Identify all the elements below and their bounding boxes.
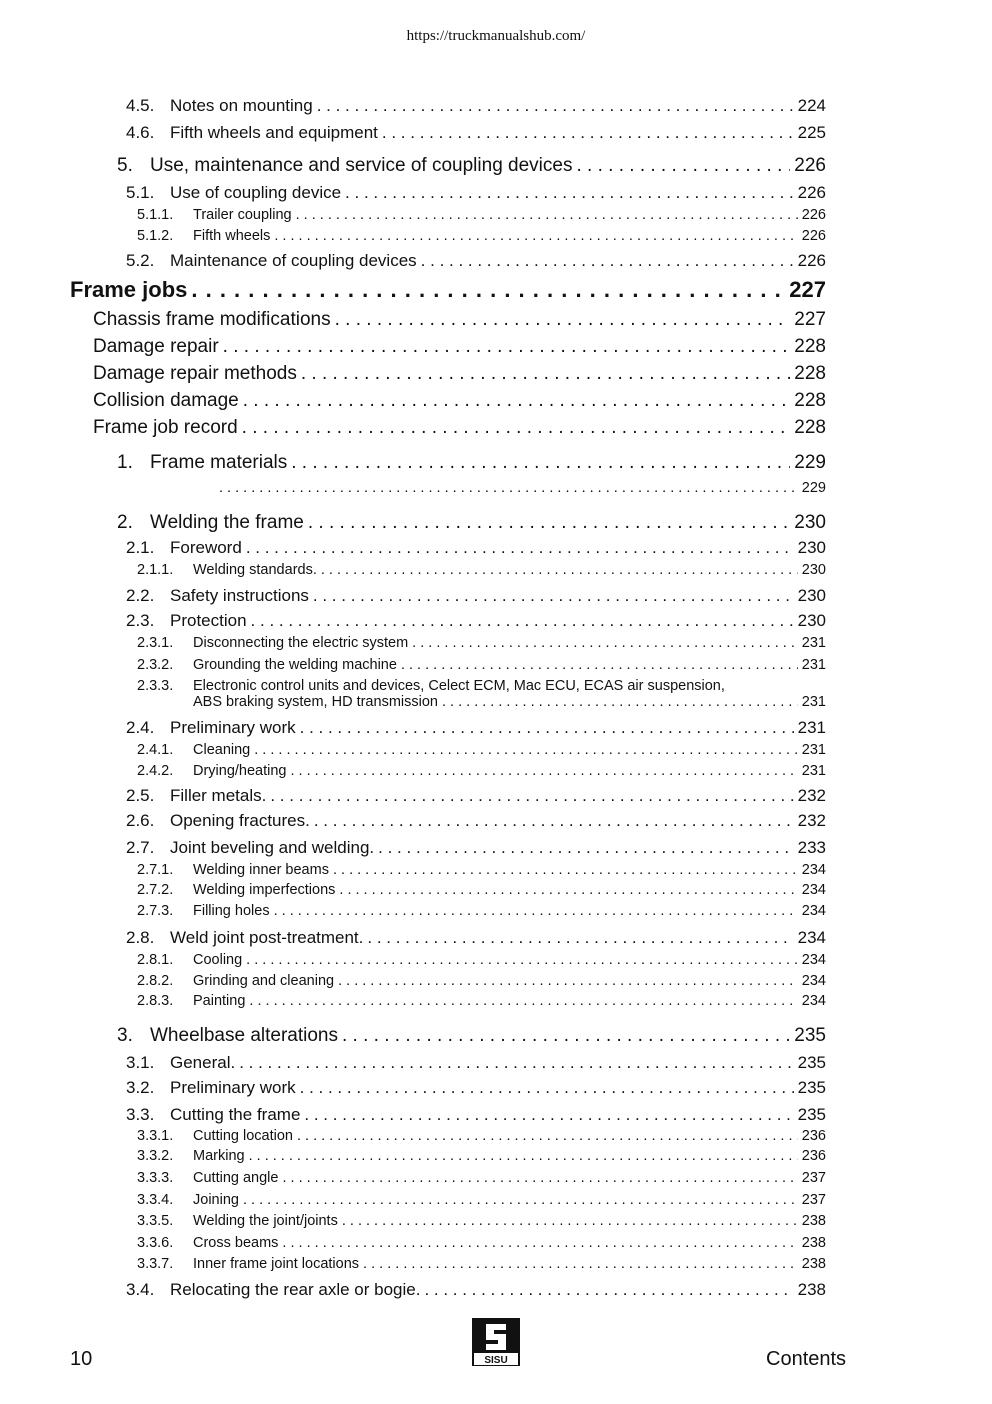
toc-entry-title: Cleaning	[193, 742, 251, 758]
toc-leader-dots	[291, 763, 798, 779]
toc-entry-page: 227	[789, 277, 826, 302]
toc-entry-page: 224	[797, 96, 826, 115]
toc-entry-number: 2.3.1.	[137, 635, 174, 651]
toc-entry-page: 232	[797, 811, 826, 830]
toc-entry-number: 2.7.1.	[137, 862, 174, 878]
toc-entry-title: Foreword	[170, 538, 242, 557]
toc-entry-title: Frame jobs	[70, 277, 188, 302]
toc-entry-number: 3.1.	[126, 1053, 155, 1072]
toc-entry[interactable]	[137, 862, 826, 878]
toc-entry-page: 230	[801, 562, 826, 578]
toc-entry[interactable]	[126, 718, 826, 738]
toc-leader-dots	[363, 1256, 798, 1272]
toc-leader-dots	[313, 586, 794, 606]
toc-entry-number: 5.2.	[126, 251, 155, 270]
page-number: 10	[70, 1348, 93, 1370]
toc-entry-title: Opening fractures.	[170, 811, 310, 830]
toc-entry[interactable]	[93, 417, 826, 439]
toc-entry-title: Weld joint post-treatment.	[170, 928, 364, 947]
toc-entry[interactable]	[137, 207, 826, 223]
toc-entry[interactable]	[117, 1025, 826, 1047]
toc-leader-dots	[251, 611, 794, 631]
toc-entry-number: 2.2.	[126, 586, 155, 605]
toc-leader-dots	[239, 1053, 793, 1073]
toc-leader-dots	[291, 452, 790, 474]
toc-entry-number: 3.3.5.	[137, 1213, 174, 1229]
toc-entry-title: Drying/heating	[193, 763, 287, 779]
toc-entry[interactable]	[93, 309, 826, 331]
toc-entry-number: 1.	[117, 452, 133, 473]
toc-entry-number: 3.2.	[126, 1078, 155, 1097]
toc-entry-title: Trailer coupling	[193, 207, 292, 223]
toc-leader-dots	[308, 512, 790, 534]
toc-entry-page: 228	[794, 336, 826, 357]
toc-entry[interactable]	[117, 155, 826, 177]
toc-entry-title: Use of coupling device	[170, 183, 342, 202]
toc-entry-page: 235	[797, 1078, 826, 1097]
toc-leader-dots	[367, 928, 793, 948]
toc-leader-dots	[339, 882, 797, 898]
toc-entry-page: 234	[801, 903, 826, 919]
toc-entry[interactable]	[126, 1105, 826, 1125]
toc-entry[interactable]	[117, 512, 826, 534]
toc-entry-number: 3.3.6.	[137, 1235, 174, 1251]
toc-leader-dots	[421, 251, 794, 271]
toc-entry-number: 2.4.	[126, 718, 155, 737]
toc-entry[interactable]	[93, 363, 826, 385]
toc-entry-number: 5.1.1.	[137, 207, 174, 223]
toc-entry-number: 2.4.1.	[137, 742, 174, 758]
toc-entry-number: 3.3.	[126, 1105, 155, 1124]
toc-entry-title: Welding imperfections	[193, 882, 336, 898]
toc-entry[interactable]	[137, 228, 826, 244]
toc-leader-dots	[301, 363, 790, 385]
toc-leader-dots	[424, 1280, 793, 1300]
toc-entry-number: 2.	[117, 512, 133, 533]
toc-entry-title: Electronic control units and devices, Celect ECM, Mac ECU, ECAS air suspension,	[193, 678, 725, 694]
toc-entry[interactable]	[137, 1128, 826, 1144]
toc-entry-title: Grinding and cleaning	[193, 973, 335, 989]
toc-entry-title: Cooling	[193, 952, 243, 968]
toc-entry-page: 238	[801, 1213, 826, 1229]
toc-entry-title: Filling holes	[193, 903, 270, 919]
toc-entry-number: 4.5.	[126, 96, 155, 115]
toc-entry[interactable]	[126, 251, 826, 271]
toc-entry-title: Safety instructions	[170, 586, 309, 605]
toc-leader-dots	[282, 1170, 797, 1186]
toc-entry-title: Cutting the frame	[170, 1105, 301, 1124]
toc-leader-dots	[274, 228, 797, 244]
toc-entry[interactable]	[137, 993, 826, 1009]
toc-leader-dots	[246, 538, 794, 558]
toc-leader-dots	[300, 718, 794, 738]
toc-entry-number: 5.1.2.	[137, 228, 174, 244]
toc-entry[interactable]	[137, 1148, 826, 1164]
toc-entry[interactable]	[126, 183, 826, 203]
toc-entry[interactable]	[137, 1192, 826, 1208]
toc-entry-number: 2.5.	[126, 786, 155, 805]
toc-leader-dots	[243, 390, 791, 412]
toc-entry-page: 231	[797, 718, 826, 737]
toc-entry-number: 3.3.4.	[137, 1192, 174, 1208]
toc-entry-title: Joining	[193, 1192, 239, 1208]
toc-entry-number: 2.7.	[126, 838, 155, 857]
toc-entry[interactable]	[126, 838, 826, 858]
toc-leader-dots	[300, 1078, 794, 1098]
toc-entry[interactable]	[126, 611, 826, 631]
toc-leader-dots	[254, 742, 798, 758]
toc-entry-page: 229	[794, 452, 826, 473]
toc-entry[interactable]	[137, 1235, 826, 1251]
toc-entry-page: 230	[794, 512, 826, 533]
toc-leader-dots	[223, 336, 791, 358]
toc-leader-dots	[338, 973, 798, 989]
toc-entry-page: 231	[801, 694, 826, 710]
toc-leader-dots	[342, 1025, 790, 1047]
toc-entry-number: 2.8.1.	[137, 952, 174, 968]
toc-entry-title: Protection	[170, 611, 247, 630]
toc-entry-page: 231	[801, 763, 826, 779]
toc-entry-number: 2.3.2.	[137, 657, 174, 673]
toc-entry[interactable]	[126, 123, 826, 143]
sisu-logo-icon	[472, 1318, 520, 1366]
toc-entry-number: 2.7.2.	[137, 882, 174, 898]
toc-entry-title-continued: ABS braking system, HD transmission	[193, 694, 438, 710]
toc-entry[interactable]	[137, 1170, 826, 1186]
toc-entry-page: 228	[794, 363, 826, 384]
toc-entry-title: Inner frame joint locations	[193, 1256, 360, 1272]
toc-entry-title: Welding the frame	[150, 512, 304, 533]
toc-entry[interactable]	[137, 657, 826, 673]
toc-entry-page: 226	[794, 155, 826, 176]
toc-entry[interactable]	[137, 882, 826, 898]
toc-entry-title: Relocating the rear axle or bogie.	[170, 1280, 421, 1299]
toc-entry-number: 2.8.2.	[137, 973, 174, 989]
toc-entry-title: Cross beams	[193, 1235, 279, 1251]
toc-entry[interactable]	[126, 1280, 826, 1300]
toc-entry-page: 231	[801, 742, 826, 758]
toc-entry-number: 4.6.	[126, 123, 155, 142]
toc-entry-title: Collision damage	[93, 390, 239, 411]
toc-entry[interactable]	[117, 452, 826, 474]
toc-entry-page: 230	[797, 611, 826, 630]
toc-entry[interactable]	[126, 1078, 826, 1098]
toc-entry-title: Painting	[193, 993, 246, 1009]
toc-leader-dots	[576, 155, 790, 177]
toc-entry-page: 234	[801, 862, 826, 878]
toc-entry[interactable]	[137, 635, 826, 651]
toc-entry-page: 232	[797, 786, 826, 805]
logo-text: SISU	[484, 1355, 508, 1366]
toc-entry-number: 2.6.	[126, 811, 155, 830]
toc-entry-number: 3.	[117, 1025, 133, 1046]
toc-entry-page: 234	[797, 928, 826, 947]
toc-entry[interactable]	[93, 336, 826, 358]
toc-entry-page: 235	[797, 1105, 826, 1124]
toc-entry-page: 234	[801, 973, 826, 989]
toc-entry[interactable]	[137, 952, 826, 968]
toc-entry[interactable]	[126, 786, 826, 806]
toc-entry-title: Frame materials	[150, 452, 288, 473]
toc-entry-page: 236	[801, 1148, 826, 1164]
toc-entry-title: Maintenance of coupling devices	[170, 251, 417, 270]
toc-entry-page: 234	[801, 952, 826, 968]
toc-entry-page: 235	[794, 1025, 826, 1046]
toc-entry[interactable]	[93, 390, 826, 412]
toc-entry-title: Grounding the welding machine	[193, 657, 397, 673]
toc-entry-title: Damage repair	[93, 336, 219, 357]
toc-entry[interactable]	[126, 811, 826, 831]
toc-entry-number: 2.7.3.	[137, 903, 174, 919]
toc-entry[interactable]	[215, 480, 826, 496]
toc-entry-page: 237	[801, 1192, 826, 1208]
toc-entry-page: 231	[801, 657, 826, 673]
toc-entry-title: Wheelbase alterations	[150, 1025, 338, 1046]
toc-leader-dots	[304, 1105, 793, 1125]
toc-entry-title: Cutting location	[193, 1128, 293, 1144]
toc-entry-title: General.	[170, 1053, 236, 1072]
toc-entry-title: Notes on mounting	[170, 96, 313, 115]
toc-entry-page: 230	[797, 586, 826, 605]
toc-entry[interactable]	[137, 1213, 826, 1229]
toc-entry[interactable]	[126, 586, 826, 606]
toc-entry[interactable]	[126, 96, 826, 116]
toc-entry[interactable]	[137, 742, 826, 758]
toc-entry[interactable]	[137, 1256, 826, 1272]
toc-entry-number: 3.3.3.	[137, 1170, 174, 1186]
toc-entry[interactable]	[137, 903, 826, 919]
toc-leader-dots	[412, 635, 798, 651]
toc-entry-number: 2.8.	[126, 928, 155, 947]
toc-leader-dots	[321, 562, 798, 578]
toc-entry[interactable]	[137, 763, 826, 779]
toc-entry-page: 234	[801, 993, 826, 1009]
toc-entry-page: 231	[801, 635, 826, 651]
toc-entry[interactable]	[137, 562, 826, 578]
toc-leader-dots	[274, 903, 798, 919]
toc-entry-page: 235	[797, 1053, 826, 1072]
toc-entry-title: Use, maintenance and service of coupling devices	[150, 155, 573, 176]
toc-entry-number: 3.4.	[126, 1280, 155, 1299]
toc-entry-title: Filler metals.	[170, 786, 267, 805]
toc-leader-dots	[442, 694, 798, 710]
toc-leader-dots	[249, 1148, 798, 1164]
footer-section-label: Contents	[766, 1348, 847, 1370]
toc-entry-page: 226	[801, 207, 826, 223]
toc-entry-page: 227	[794, 309, 826, 330]
toc-entry-title: Joint beveling and welding.	[170, 838, 375, 857]
toc-leader-dots	[242, 417, 791, 439]
toc-section-heading[interactable]	[70, 277, 826, 303]
toc-entry-number: 2.1.	[126, 538, 155, 557]
toc-entry-page: 225	[797, 123, 826, 142]
toc-entry-number: 2.1.1.	[137, 562, 174, 578]
toc-entry[interactable]	[137, 973, 826, 989]
toc-entry[interactable]	[137, 678, 826, 714]
toc-entry-number: 2.4.2.	[137, 763, 174, 779]
toc-leader-dots	[314, 811, 794, 831]
toc-entry-title: Welding standards.	[193, 562, 317, 578]
toc-entry-page: 228	[794, 390, 826, 411]
toc-entry-page: 226	[797, 251, 826, 270]
toc-entry-title: Disconnecting the electric system	[193, 635, 409, 651]
toc-entry-title: Frame job record	[93, 417, 238, 438]
toc-leader-dots	[335, 309, 791, 331]
toc-entry[interactable]	[126, 1053, 826, 1073]
toc-leader-dots	[296, 207, 798, 223]
toc-entry-page: 236	[801, 1128, 826, 1144]
toc-entry-title: Preliminary work	[170, 718, 296, 737]
toc-entry-title: Welding the joint/joints	[193, 1213, 338, 1229]
toc-entry-number: 3.3.1.	[137, 1128, 174, 1144]
toc-leader-dots	[297, 1128, 798, 1144]
toc-entry-number: 5.	[117, 155, 133, 176]
toc-entry-title: Marking	[193, 1148, 245, 1164]
toc-entry-page: 226	[801, 228, 826, 244]
toc-entry-page: 238	[797, 1280, 826, 1299]
toc-entry-title: Preliminary work	[170, 1078, 296, 1097]
toc-leader-dots	[219, 480, 798, 496]
toc-entry-page: 234	[801, 882, 826, 898]
toc-leader-dots	[333, 862, 798, 878]
toc-entry-page: 230	[797, 538, 826, 557]
toc-leader-dots	[401, 657, 798, 673]
toc-entry-number: 2.3.	[126, 611, 155, 630]
toc-entry-page: 228	[794, 417, 826, 438]
toc-entry-title: Damage repair methods	[93, 363, 297, 384]
toc-entry-title: Welding inner beams	[193, 862, 329, 878]
page-header-url: https://truckmanualshub.com/	[406, 28, 586, 44]
toc-entry[interactable]	[126, 928, 826, 948]
toc-entry-title: Fifth wheels and equipment	[170, 123, 378, 142]
toc-leader-dots	[382, 123, 794, 143]
toc-entry-title: Chassis frame modifications	[93, 309, 331, 330]
toc-entry[interactable]	[126, 538, 826, 558]
toc-entry-page: 237	[801, 1170, 826, 1186]
toc-leader-dots	[317, 96, 794, 116]
toc-leader-dots	[345, 183, 794, 203]
toc-entry-title: Fifth wheels	[193, 228, 271, 244]
toc-entry-page: 238	[801, 1256, 826, 1272]
toc-leader-dots	[243, 1192, 798, 1208]
toc-entry-number: 5.1.	[126, 183, 155, 202]
toc-leader-dots	[270, 786, 793, 806]
toc-entry-page: 229	[801, 480, 826, 496]
toc-entry-number: 3.3.2.	[137, 1148, 174, 1164]
toc-entry-page: 226	[797, 183, 826, 202]
toc-entry-number: 3.3.7.	[137, 1256, 174, 1272]
toc-entry-number: 2.8.3.	[137, 993, 174, 1009]
toc-leader-dots	[246, 952, 798, 968]
toc-leader-dots	[191, 277, 785, 303]
toc-leader-dots	[282, 1235, 797, 1251]
toc-entry-page: 238	[801, 1235, 826, 1251]
toc-leader-dots	[249, 993, 797, 1009]
toc-entry-page: 233	[797, 838, 826, 857]
toc-entry-title: Cutting angle	[193, 1170, 279, 1186]
toc-leader-dots	[342, 1213, 798, 1229]
toc-leader-dots	[378, 838, 793, 858]
toc-entry-number: 2.3.3.	[137, 678, 174, 694]
